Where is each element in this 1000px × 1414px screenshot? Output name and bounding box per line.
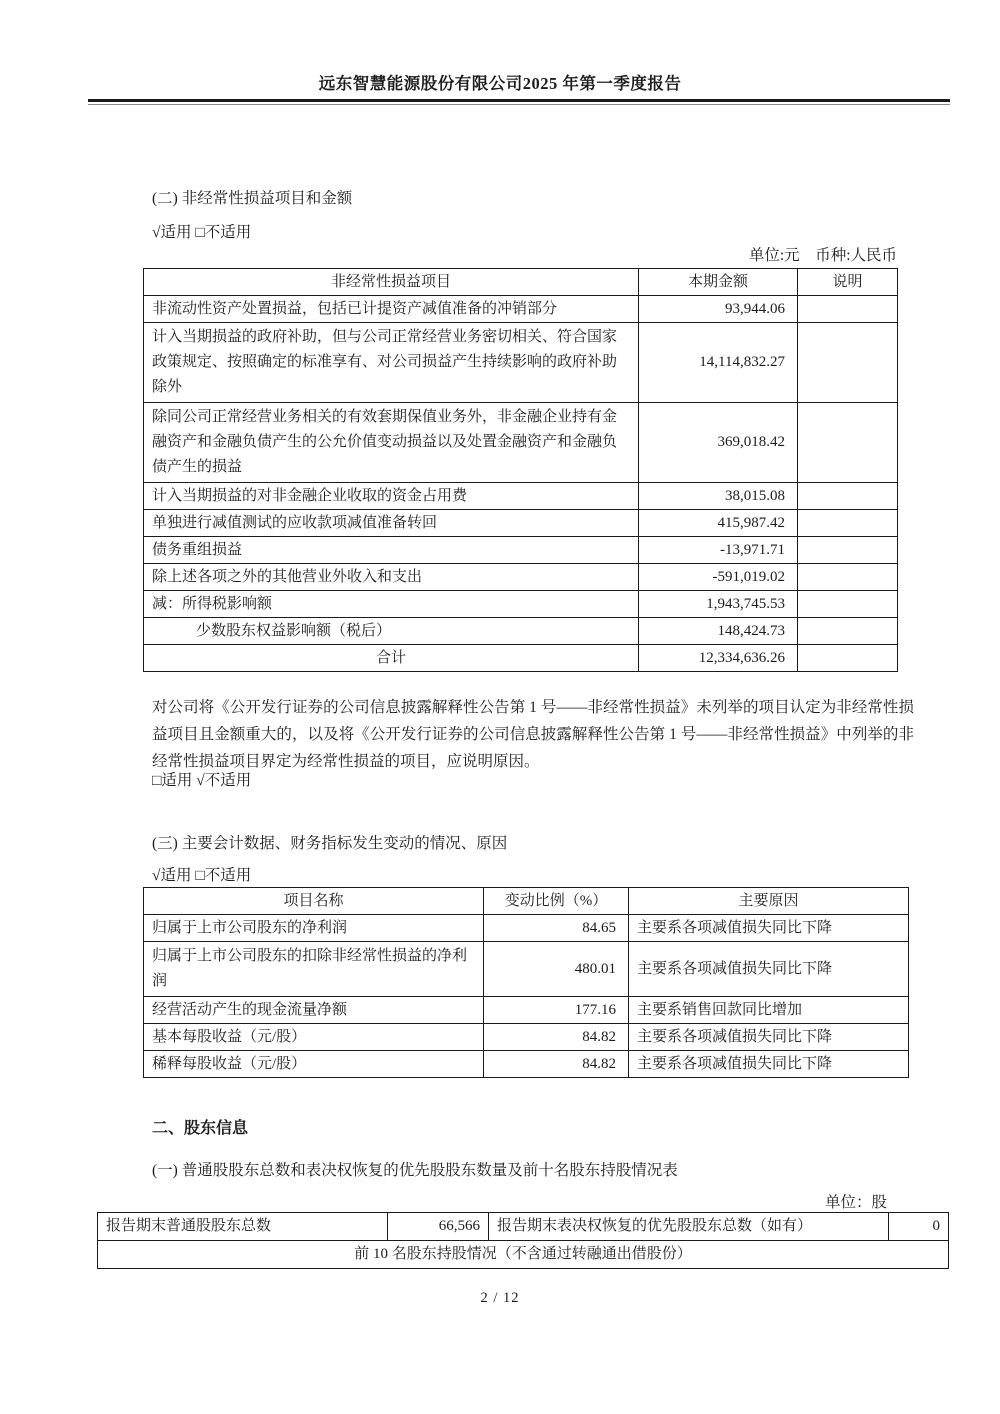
applicable-indicator: √适用 □不适用	[152, 224, 252, 241]
change-ratio: 480.01	[484, 942, 629, 997]
item-label: 单独进行减值测试的应收款项减值准备转回	[144, 510, 639, 537]
item-amount: 93,944.06	[639, 296, 798, 323]
item-label: 债务重组损益	[144, 537, 639, 564]
col-header-change-ratio: 变动比例（%）	[484, 888, 629, 915]
section-heading-changes: (三) 主要会计数据、财务指标发生变动的情况、原因	[152, 835, 508, 852]
item-amount: 38,015.08	[639, 483, 798, 510]
sub-heading-shareholders: (一) 普通股股东总数和表决权恢复的优先股股东数量及前十名股东持股情况表	[152, 1162, 678, 1179]
col-header-amount: 本期金额	[639, 269, 798, 296]
change-ratio: 177.16	[484, 997, 629, 1024]
item-amount: -591,019.02	[639, 564, 798, 591]
nonrecurring-note-paragraph: 对公司将《公开发行证券的公司信息披露解释性公告第 1 号——非经常性损益》未列举的项目认定为非经常性损益项目且金额重大的，以及将《公开发行证券的公司信息披露解释性公告第 1 号——非经常性损益》中列举的非经常性损益项目界定为经常性损益的项目，应说明原因。	[152, 699, 914, 770]
item-label: 归属于上市公司股东的扣除非经常性损益的净利润	[144, 942, 484, 997]
unit-currency-note	[143, 243, 897, 265]
change-ratio: 84.82	[484, 1024, 629, 1051]
table-row	[144, 591, 898, 618]
nonrecurring-items-table	[143, 268, 898, 672]
item-amount: 1,943,745.53	[639, 591, 798, 618]
page-number: 2 / 12	[480, 1290, 520, 1306]
table-row	[144, 915, 909, 942]
table-header-row	[144, 269, 898, 296]
table-row	[144, 296, 898, 323]
item-label: 少数股东权益影响额（税后）	[144, 618, 639, 645]
change-ratio: 84.65	[484, 915, 629, 942]
common-shareholders-label: 报告期末普通股股东总数	[98, 1213, 388, 1241]
change-reason: 主要系销售回款同比增加	[629, 997, 909, 1024]
item-note	[798, 537, 898, 564]
item-note	[798, 564, 898, 591]
item-note	[798, 591, 898, 618]
col-header-note: 说明	[798, 269, 898, 296]
item-note	[798, 403, 898, 483]
table-total-row	[144, 645, 898, 672]
item-note	[798, 483, 898, 510]
item-note	[798, 510, 898, 537]
common-shareholders-count: 66,566	[388, 1213, 489, 1241]
item-label: 除同公司正常经营业务相关的有效套期保值业务外，非金融企业持有金融资产和金融负债产生的公允价值变动损益以及处置金融资产和金融负债产生的损益	[144, 403, 639, 483]
item-label: 经营活动产生的现金流量净额	[144, 997, 484, 1024]
total-amount: 12,334,636.26	[639, 645, 798, 672]
item-note	[798, 296, 898, 323]
item-note	[798, 323, 898, 403]
table-row	[144, 942, 909, 997]
item-label: 非流动性资产处置损益，包括已计提资产减值准备的冲销部分	[144, 296, 639, 323]
item-label: 除上述各项之外的其他营业外收入和支出	[144, 564, 639, 591]
changes-table	[143, 887, 909, 1078]
table-caption-row	[98, 1241, 949, 1269]
table-row	[144, 403, 898, 483]
preferred-shareholders-count: 0	[889, 1213, 949, 1241]
item-label: 稀释每股收益（元/股）	[144, 1051, 484, 1078]
table-header-row	[144, 888, 909, 915]
applicable-indicator: √适用 □不适用	[152, 867, 252, 884]
total-label: 合计	[144, 645, 639, 672]
col-header-item: 非经常性损益项目	[144, 269, 639, 296]
item-note	[798, 645, 898, 672]
table-row	[144, 618, 898, 645]
item-note	[798, 618, 898, 645]
change-ratio: 84.82	[484, 1051, 629, 1078]
table-row	[144, 564, 898, 591]
item-amount: 415,987.42	[639, 510, 798, 537]
col-header-item-name: 项目名称	[144, 888, 484, 915]
change-reason: 主要系各项减值损失同比下降	[629, 1024, 909, 1051]
change-reason: 主要系各项减值损失同比下降	[629, 942, 909, 997]
item-amount: -13,971.71	[639, 537, 798, 564]
item-label: 计入当期损益的政府补助，但与公司正常经营业务密切相关、符合国家政策规定、按照确定的标准享有、对公司损益产生持续影响的政府补助除外	[144, 323, 639, 403]
item-amount: 14,114,832.27	[639, 323, 798, 403]
item-amount: 369,018.42	[639, 403, 798, 483]
table-row	[144, 510, 898, 537]
currency-note: 币种:人民币	[815, 247, 897, 264]
preferred-shareholders-label: 报告期末表决权恢复的优先股股东总数（如有）	[489, 1213, 889, 1241]
table-row	[144, 1024, 909, 1051]
header-divider	[88, 99, 950, 105]
col-header-main-reason: 主要原因	[629, 888, 909, 915]
section-heading-nonrecurring: (二) 非经常性损益项目和金额	[152, 190, 353, 207]
top10-caption: 前 10 名股东持股情况（不含通过转融通出借股份）	[98, 1241, 949, 1269]
table-row	[144, 323, 898, 403]
table-row	[144, 483, 898, 510]
table-row	[144, 537, 898, 564]
unit-note-shares: 单位：股	[824, 1194, 887, 1211]
table-row	[98, 1213, 949, 1241]
unit-note: 单位:元	[748, 247, 800, 264]
note-applicable-indicator: □适用 √不适用	[152, 772, 252, 789]
table-row	[144, 997, 909, 1024]
item-label: 减：所得税影响额	[144, 591, 639, 618]
item-label: 基本每股收益（元/股）	[144, 1024, 484, 1051]
item-label: 归属于上市公司股东的净利润	[144, 915, 484, 942]
table-row	[144, 1051, 909, 1078]
change-reason: 主要系各项减值损失同比下降	[629, 915, 909, 942]
page-title: 远东智慧能源股份有限公司2025 年第一季度报告	[318, 74, 682, 93]
item-amount: 148,424.73	[639, 618, 798, 645]
section-heading-shareholders: 二、股东信息	[152, 1120, 249, 1137]
shareholders-summary-table	[97, 1212, 949, 1269]
item-label: 计入当期损益的对非金融企业收取的资金占用费	[144, 483, 639, 510]
change-reason: 主要系各项减值损失同比下降	[629, 1051, 909, 1078]
